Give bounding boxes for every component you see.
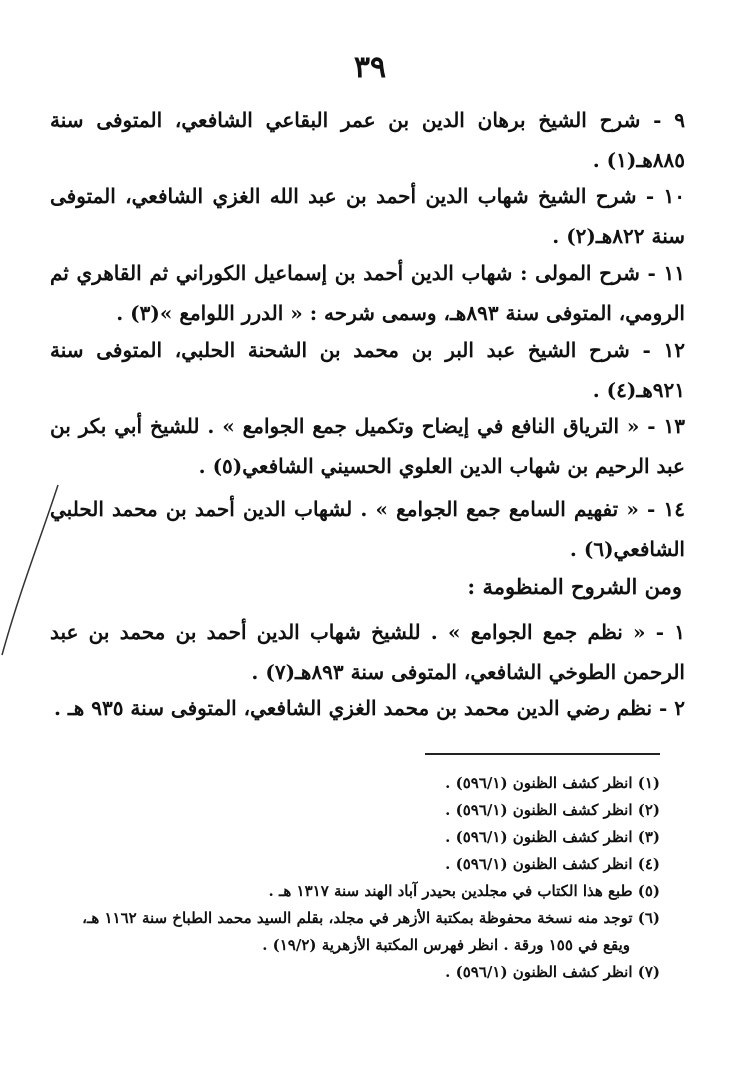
entry-12: ١٢ - شرح الشيخ عبد البر بن محمد بن الشحنة الحلبي، المتوفى سنة ٩٢١هـ(٤) . [50,338,685,402]
page-number: ٣٩ [353,50,387,85]
margin-pen-stroke [0,480,60,660]
entry-13: ١٣ - « الترياق النافع في إيضاح وتكميل جمع الجوامع » . للشيخ أبي بكر بن عبد الرحيم بن شهاب الدين العلوي الحسيني الشافعي(٥) . [50,414,685,478]
footnote-3: (٣) انظر كشف الظنون (٥٩٦/١) . [445,828,660,846]
entry-10: ١٠ - شرح الشيخ شهاب الدين أحمد بن عبد الله الغزي الشافعي، المتوفى سنة ٨٢٢هـ(٢) . [50,184,685,248]
verse-entry-1: ١ - « نظم جمع الجوامع » . للشيخ شهاب الدين أحمد بن محمد بن عبد الرحمن الطوخي الشافعي، المتوفى سنة ٨٩٣هـ(٧) . [50,620,685,684]
footnote-5: (٥) طبع هذا الكتاب في مجلدين بحيدر آباد الهند سنة ١٣١٧ هـ . [268,882,660,900]
footnote-2: (٢) انظر كشف الظنون (٥٩٦/١) . [445,801,660,819]
entry-11: ١١ - شرح المولى : شهاب الدين أحمد بن إسماعيل الكوراني ثم القاهري ثم الرومي، المتوفى سنة ٨٩٣هـ، وسمى شرحه : « الدرر اللوامع »(٣) . [50,261,685,325]
footnote-6: (٦) توجد منه نسخة محفوظة بمكتبة الأزهر في مجلد، بقلم السيد محمد الطباخ سنة ١١٦٢ هـ، [82,909,660,927]
entry-14: ١٤ - « تفهيم السامع جمع الجوامع » . لشهاب الدين أحمد بن محمد الحلبي الشافعي(٦) . [50,497,685,561]
footnote-6-continuation: ويقع في ١٥٥ ورقة . انظر فهرس المكتبة الأزهرية (١٩/٢) . [262,936,630,954]
section-heading: ومن الشروح المنظومة : [467,574,682,599]
verse-entry-2: ٢ - نظم رضي الدين محمد بن محمد الغزي الشافعي، المتوفى سنة ٩٣٥ هـ . [53,696,685,720]
footnotes [60,770,660,986]
footnote-7: (٧) انظر كشف الظنون (٥٩٦/١) . [445,963,660,981]
footnote-separator [425,753,660,755]
entry-9: ٩ - شرح الشيخ برهان الدين بن عمر البقاعي الشافعي، المتوفى سنة ٨٨٥هـ(١) . [50,108,685,172]
footnote-1: (١) انظر كشف الظنون (٥٩٦/١) . [445,774,660,792]
footnote-4: (٤) انظر كشف الظنون (٥٩٦/١) . [445,855,660,873]
